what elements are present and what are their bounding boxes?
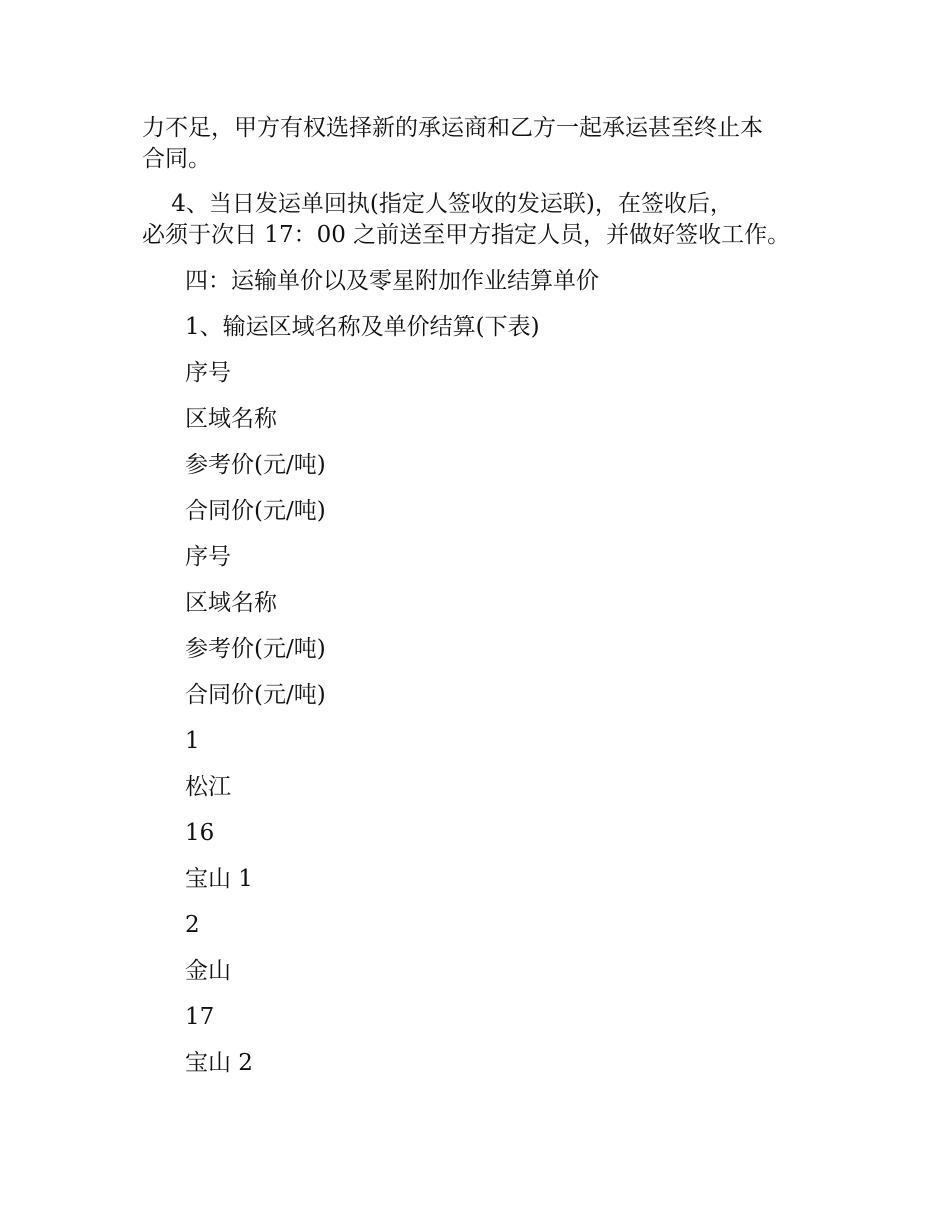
table-cell: 松江 <box>185 774 231 800</box>
table-cell: 2 <box>185 912 200 938</box>
table-cell: 合同价(元/吨) <box>185 498 326 524</box>
table-cell: 合同价(元/吨) <box>185 682 326 708</box>
table-cell: 参考价(元/吨) <box>185 452 326 478</box>
table-cell: 序号 <box>185 544 231 570</box>
table-cell: 17 <box>185 1004 215 1030</box>
table-cell: 序号 <box>185 360 231 386</box>
text-line: 必须于次日 17：00 之前送至甲方指定人员，并做好签收工作。 <box>142 222 791 248</box>
table-caption: 1、输运区域名称及单价结算(下表) <box>185 314 540 340</box>
text-line: 4、当日发运单回执(指定人签收的发运联)，在签收后， <box>142 191 733 217</box>
section-heading: 四：运输单价以及零星附加作业结算单价 <box>185 268 599 294</box>
table-cell: 金山 <box>185 958 231 984</box>
text-line: 合同。 <box>142 146 211 172</box>
table-cell: 区域名称 <box>185 406 277 432</box>
paragraph-item-4 <box>142 189 822 251</box>
table-cell: 区域名称 <box>185 590 277 616</box>
table-cell: 1 <box>185 728 200 754</box>
table-cell: 宝山 1 <box>185 866 253 892</box>
table-cell: 16 <box>185 820 215 846</box>
paragraph-continuation <box>142 113 822 175</box>
table-cell: 参考价(元/吨) <box>185 636 326 662</box>
text-line: 力不足，甲方有权选择新的承运商和乙方一起承运甚至终止本 <box>142 115 763 141</box>
table-cell: 宝山 2 <box>185 1050 253 1076</box>
